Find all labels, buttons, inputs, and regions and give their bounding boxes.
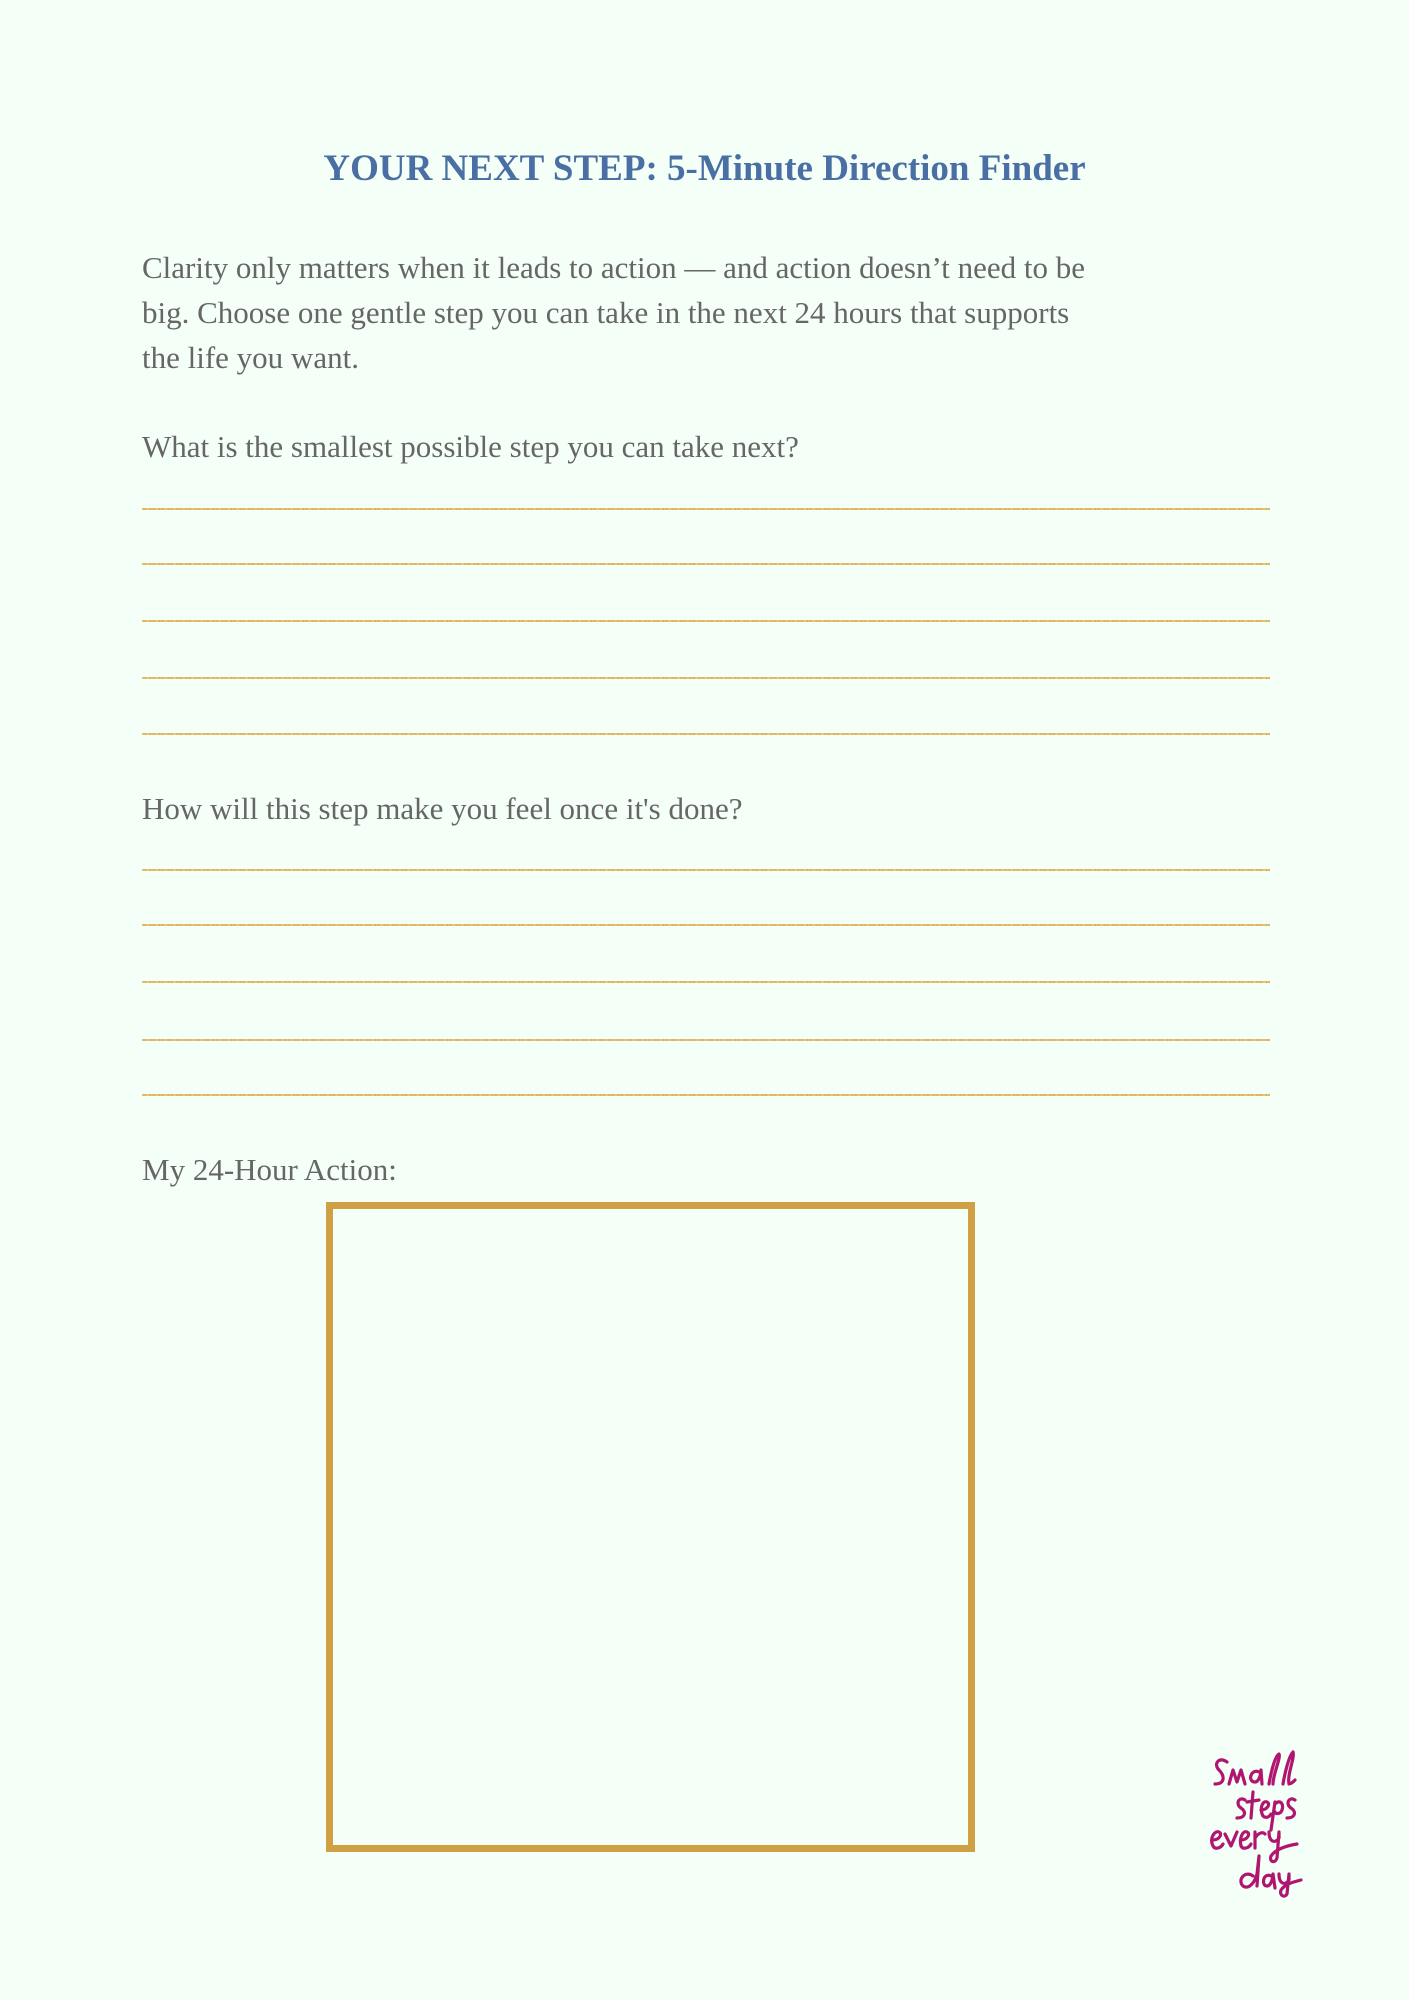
writing-line[interactable] [142, 981, 1270, 983]
writing-line[interactable] [142, 620, 1270, 622]
writing-line[interactable] [142, 869, 1270, 871]
writing-line[interactable] [142, 733, 1270, 735]
intro-line: Clarity only matters when it leads to action — and action doesn’t need to be [142, 250, 1085, 285]
action-label: My 24-Hour Action: [142, 1152, 397, 1187]
writing-line[interactable] [142, 1039, 1270, 1041]
intro-line: big. Choose one gentle step you can take in the next 24 hours that supports [142, 295, 1070, 330]
intro-paragraph [142, 245, 1272, 380]
page-title: YOUR NEXT STEP: 5-Minute Direction Finder [323, 148, 1086, 189]
small-steps-every-day-logo [1205, 1748, 1315, 1898]
question-smallest-step: What is the smallest possible step you can take next? [142, 429, 799, 464]
writing-line[interactable] [142, 924, 1270, 926]
writing-line[interactable] [142, 1094, 1270, 1096]
writing-line[interactable] [142, 563, 1270, 565]
action-writing-box[interactable] [326, 1202, 975, 1852]
writing-line[interactable] [142, 508, 1270, 510]
intro-line: the life you want. [142, 340, 359, 375]
question-feeling: How will this step make you feel once it's done? [142, 791, 743, 826]
writing-line[interactable] [142, 677, 1270, 679]
